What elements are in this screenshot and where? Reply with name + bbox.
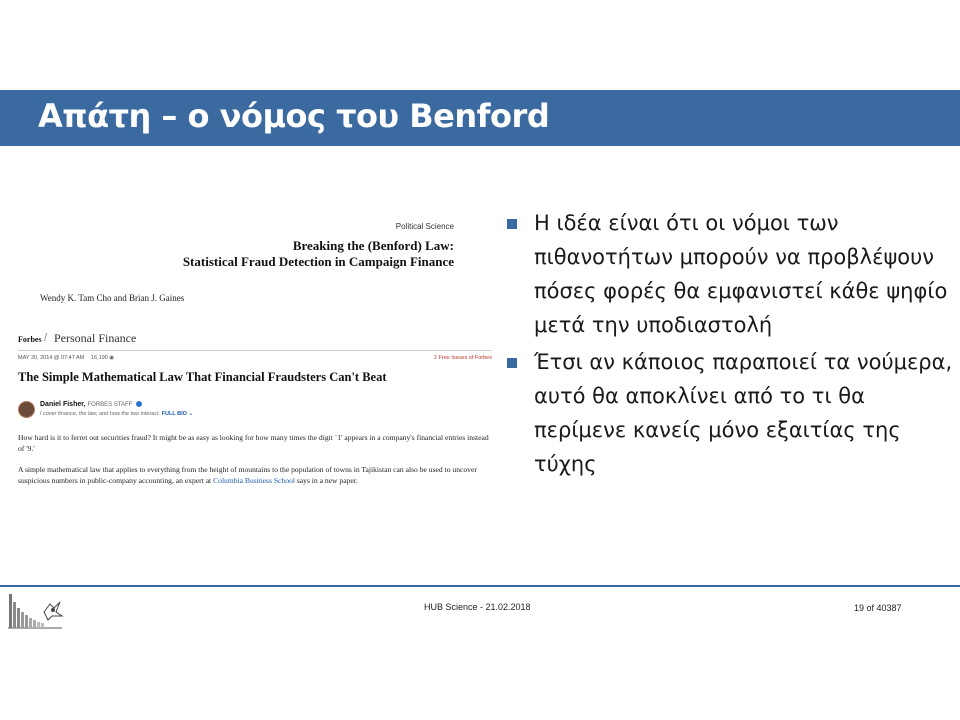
free-issues-link: 2 Free Issues of Forbes bbox=[433, 355, 492, 361]
bullet-text: Η ιδέα είναι ότι οι νόμοι των πιθανοτήτων μπορούν να προβλέψουν πόσες φορές θα εμφανιστεί κάθε ψηφίο μετά την υποδιαστολή bbox=[534, 211, 948, 337]
author-byline bbox=[18, 401, 318, 423]
title-bar bbox=[0, 90, 960, 146]
verified-icon bbox=[136, 401, 142, 407]
author-bio-text: I cover finance, the law, and how the two interact. bbox=[40, 411, 161, 417]
page-counter: 19 of 40387 bbox=[854, 603, 902, 613]
forbes-header bbox=[18, 330, 492, 351]
square-bullet-icon bbox=[507, 219, 517, 229]
article-views: 16,190 ◉ bbox=[91, 355, 115, 361]
bullet-item bbox=[503, 345, 953, 481]
avatar bbox=[18, 401, 35, 418]
paper-title bbox=[183, 238, 454, 270]
footer-divider bbox=[0, 585, 960, 587]
paper-title-line-2: Statistical Fraud Detection in Campaign Finance bbox=[182, 254, 454, 269]
full-bio-link: FULL BIO ⌄ bbox=[161, 411, 194, 417]
slide-title: Απάτη – ο νόμος του Benford bbox=[38, 97, 550, 135]
author-role: FORBES STAFF bbox=[87, 402, 133, 408]
footer-center-text: HUB Science - 21.02.2018 bbox=[424, 602, 531, 612]
author-name-text: Daniel Fisher, bbox=[40, 401, 86, 408]
article-paragraph-1: How hard is it to ferret out securities fraud? It might be as easy as looking for how many times the digit `1' appears in a company's financial entries instead of '9.' bbox=[18, 433, 489, 453]
paper-category: Political Science bbox=[395, 222, 454, 231]
forbes-separator: / bbox=[44, 332, 48, 344]
article-date: MAY 30, 2014 @ 07:47 AM bbox=[18, 355, 85, 361]
paper-title-line-1: Breaking the (Benford) Law: bbox=[292, 238, 454, 253]
square-bullet-icon bbox=[507, 358, 517, 368]
paragraph-2-tail: says in a new paper. bbox=[294, 476, 358, 485]
author-name bbox=[40, 401, 142, 408]
article-headline: The Simple Mathematical Law That Financial Fraudsters Can't Beat bbox=[18, 370, 387, 384]
article-clipping bbox=[14, 220, 492, 490]
hub-science-logo-icon bbox=[6, 590, 64, 630]
columbia-link: Columbia Business School bbox=[213, 476, 295, 485]
author-bio bbox=[40, 411, 193, 417]
bullet-text: Έτσι αν κάποιος παραποιεί τα νούμερα, αυτό θα αποκλίνει από το τι θα περίμενε κανείς μόνο εξαιτίας της τύχης bbox=[534, 350, 953, 476]
paper-authors: Wendy K. Tam Cho and Brian J. Gaines bbox=[40, 293, 185, 303]
paragraph-2-text: A simple mathematical law that applies to everything from the height of mountains to the population of towns in Tajikistan can also be used to uncover suspicious numbers in public-company accounting, an expert at bbox=[18, 465, 477, 485]
bullet-list bbox=[503, 206, 953, 484]
bullet-item bbox=[503, 206, 953, 342]
article-meta bbox=[18, 354, 492, 364]
forbes-section: Personal Finance bbox=[54, 331, 137, 345]
article-paragraph-2 bbox=[18, 464, 492, 486]
forbes-logo: Forbes bbox=[18, 335, 42, 344]
